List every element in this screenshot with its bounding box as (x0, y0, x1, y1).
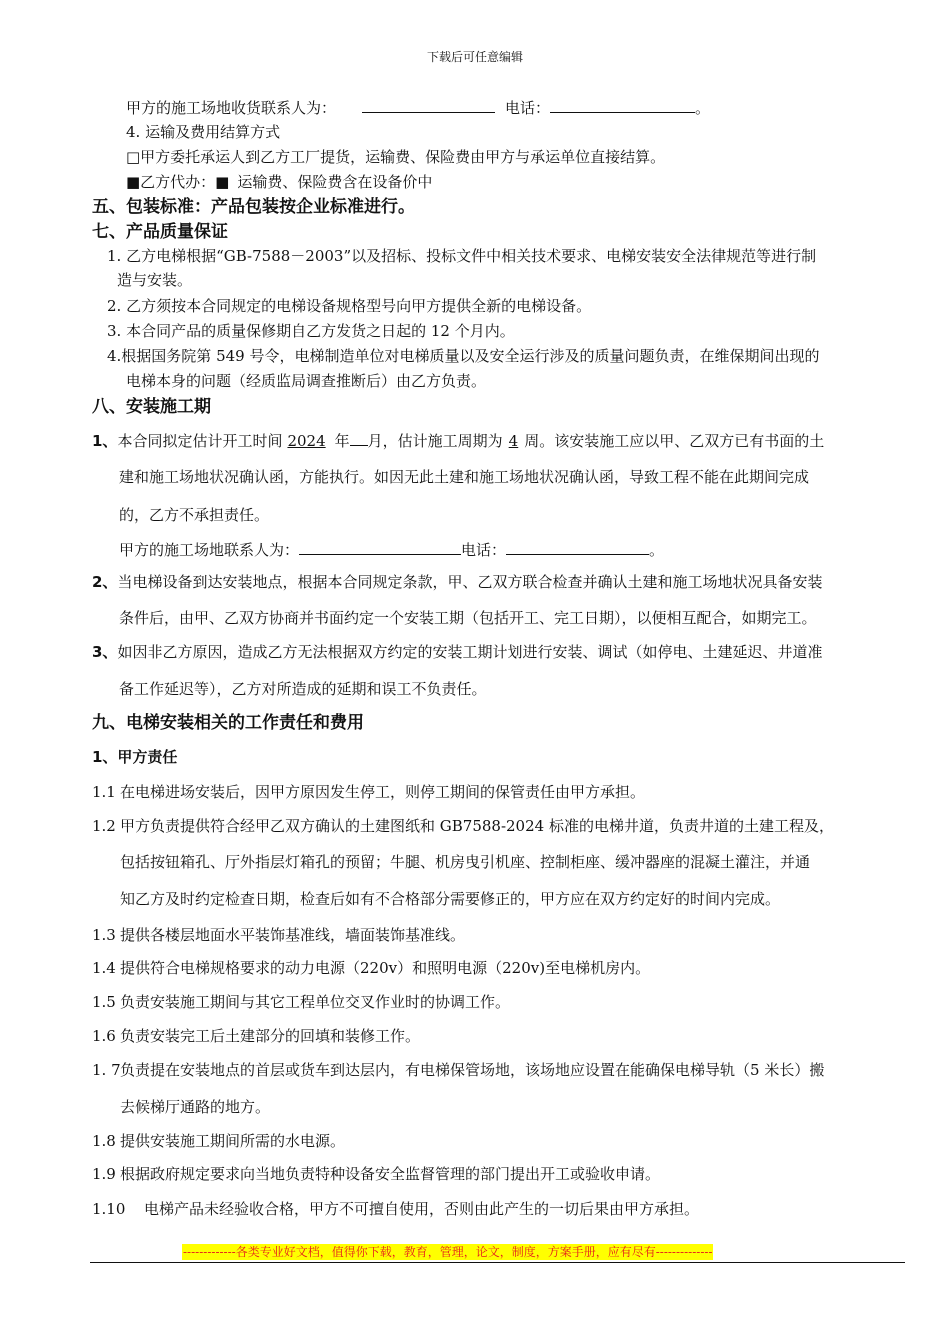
s9-item-1-2-line2: 包括按钮箱孔、厅外指层灯箱孔的预留；牛腿、机房曳引机座、控制柜座、缓冲器座的混凝土灌注，并通 (120, 853, 811, 871)
s8-phone-blank[interactable] (506, 540, 649, 555)
s9-item-1-10 (92, 1200, 699, 1218)
s8-item3-line1 (92, 643, 822, 661)
delivery-phone-blank[interactable] (550, 98, 695, 113)
s9-item-1-4 (92, 959, 650, 977)
s9-num: 1.4 (92, 959, 116, 977)
s9-num: 1.2 (92, 817, 116, 835)
s9-text: 提供各楼层地面水平装饰基准线，墙面装饰基准线。 (120, 926, 466, 944)
s7-item4-line1: 4.根据国务院第 549 号令，电梯制造单位对电梯质量以及安全运行涉及的质量问题负责，在维保期间出现的 (107, 347, 820, 365)
s8-item1-part3: 月，估计施工周期为 (367, 432, 503, 450)
s8-item1-part2: 年 (334, 432, 350, 450)
s9-item-1-5 (92, 993, 510, 1011)
s8-item3-num: 3、 (92, 643, 118, 661)
delivery-option2-text: 运输费、保险费含在设备价中 (237, 173, 433, 191)
section9-subtitle: 1、甲方责任 (92, 748, 178, 766)
s7-item3: 3. 本合同产品的质量保修期自乙方发货之日起的 12 个月内。 (107, 322, 515, 340)
s9-num: 1.5 (92, 993, 116, 1011)
footer-rule (90, 1262, 905, 1263)
s9-num: 1.9 (92, 1165, 116, 1183)
delivery-phone-label: 电话： (505, 99, 551, 117)
s8-item1-num: 1、 (92, 432, 118, 450)
s8-item2-text: 当电梯设备到达安装地点，根据本合同规定条款，甲、乙双方联合检查并确认土建和施工场地状况具备安装 (117, 573, 823, 591)
s8-phone-label: 电话： (461, 541, 507, 559)
s9-text: 电梯产品未经验收合格，甲方不可擅自使用，否则由此产生的一切后果由甲方承担。 (144, 1200, 700, 1218)
s9-text: 甲方负责提供符合经甲乙双方确认的土建图纸和 GB7588-2024 标准的电梯井道，负责井道的土建工程及， (120, 817, 834, 835)
delivery-item4: 4. 运输及费用结算方式 (126, 123, 281, 141)
section9-title: 九、电梯安装相关的工作责任和费用 (92, 713, 364, 733)
section5-title: 五、包装标准：产品包装按企业标准进行。 (92, 197, 415, 217)
s9-text: 负责安装完工后土建部分的回填和装修工作。 (120, 1027, 421, 1045)
s7-item1-line2: 造与安装。 (117, 271, 193, 289)
delivery-contact-label: 甲方的施工场地收货联系人为： (126, 99, 337, 117)
s9-item-1-2 (92, 817, 834, 835)
s9-num: 1.1 (92, 783, 116, 801)
header-note: 下载后可任意编辑 (426, 50, 523, 64)
section7-title: 七、产品质量保证 (92, 222, 228, 242)
delivery-option2-prefix: ■乙方代办：■ (126, 173, 230, 191)
s9-text: 负责提在安装地点的首层或货车到达层内，有电梯保管场地，该场地应设置在能确保电梯导轨（5 米长）搬 (120, 1061, 825, 1079)
s9-item-1-7-line2: 去候梯厅通路的地方。 (120, 1098, 271, 1116)
period-weeks[interactable]: 4 (508, 432, 519, 450)
s8-item1-line2: 建和施工场地状况确认函，方能执行。如因无此土建和施工场地状况确认函，导致工程不能在此期间完成 (119, 468, 810, 486)
s8-item3-text: 如因非乙方原因，造成乙方无法根据双方约定的安装工期计划进行安装、调试（如停电、土建延迟、井道准 (117, 643, 823, 661)
s8-item2-num: 2、 (92, 573, 118, 591)
s9-item-1-7 (92, 1061, 824, 1079)
s9-num: 1. 7 (92, 1061, 121, 1079)
s9-text: 提供安装施工期间所需的水电源。 (120, 1132, 346, 1150)
start-year[interactable]: 2024 (287, 432, 326, 450)
delivery-option2 (126, 173, 432, 191)
delivery-contact-line (126, 98, 710, 117)
delivery-contact-blank[interactable] (362, 98, 495, 113)
s9-num: 1.10 (92, 1200, 126, 1218)
s8-item1-part1: 本合同拟定估计开工时间 (117, 432, 283, 450)
s9-text: 在电梯进场安装后，因甲方原因发生停工，则停工期间的保管责任由甲方承担。 (120, 783, 646, 801)
s9-item-1-6 (92, 1027, 420, 1045)
s8-item1-part4: 周。该安装施工应以甲、乙双方已有书面的土 (524, 432, 825, 450)
section8-title: 八、安装施工期 (92, 397, 211, 417)
delivery-end: 。 (695, 99, 711, 117)
start-month-blank[interactable] (350, 431, 368, 446)
s9-item-1-1 (92, 783, 645, 801)
s9-item-1-3 (92, 926, 465, 944)
s8-contact-label: 甲方的施工场地联系人为： (119, 541, 300, 559)
s8-contact-line (119, 540, 664, 559)
footer-banner: -------------各类专业好文档，值得你下载，教育，管理，论文，制度，方案手册，应有尽有-------------- (183, 1245, 713, 1259)
delivery-option1: □甲方委托承运人到乙方工厂提货，运输费、保险费由甲方与承运单位直接结算。 (126, 148, 666, 166)
s9-item-1-2-line3: 知乙方及时约定检查日期，检查后如有不合格部分需要修正的，甲方应在双方约定好的时间内完成。 (120, 890, 781, 908)
s8-item1-line1 (92, 431, 824, 450)
s9-item-1-9 (92, 1165, 660, 1183)
s7-item1-line1: 1. 乙方电梯根据“GB-7588－2003”以及招标、投标文件中相关技术要求、电梯安装安全法律规范等进行制 (107, 247, 817, 265)
s9-num: 1.3 (92, 926, 116, 944)
s7-item4-line2: 电梯本身的问题（经质监局调查推断后）由乙方负责。 (126, 372, 487, 390)
s8-item2-line1 (92, 573, 822, 591)
s8-contact-end: 。 (649, 541, 665, 559)
s9-num: 1.8 (92, 1132, 116, 1150)
s8-contact-blank[interactable] (299, 540, 461, 555)
s8-item2-line2: 条件后，由甲、乙双方协商并书面约定一个安装工期（包括开工、完工日期），以便相互配合，如期完工。 (119, 609, 817, 627)
s9-num: 1.6 (92, 1027, 116, 1045)
s9-item-1-8 (92, 1132, 345, 1150)
s8-item3-line2: 备工作延迟等），乙方对所造成的延期和误工不负责任。 (119, 680, 487, 698)
s8-item1-line3: 的，乙方不承担责任。 (119, 506, 270, 524)
s9-text: 负责安装施工期间与其它工程单位交叉作业时的协调工作。 (120, 993, 511, 1011)
s9-text: 根据政府规定要求向当地负责特种设备安全监督管理的部门提出开工或验收申请。 (120, 1165, 661, 1183)
s7-item2: 2. 乙方须按本合同规定的电梯设备规格型号向甲方提供全新的电梯设备。 (107, 297, 592, 315)
s9-text: 提供符合电梯规格要求的动力电源（220v）和照明电源（220v)至电梯机房内。 (120, 959, 651, 977)
